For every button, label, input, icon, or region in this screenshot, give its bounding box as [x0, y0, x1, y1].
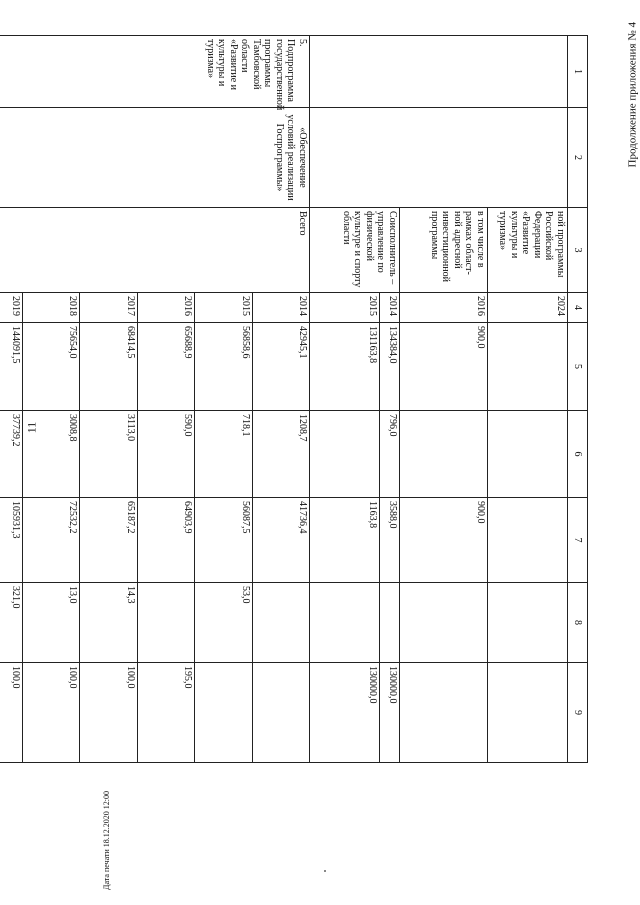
cell-value-6: [310, 411, 380, 498]
cell-value-7: 72532,2: [23, 498, 80, 583]
cell-investment-label: в том числе в рамках област-ной адресной инвестиционной программы: [400, 208, 488, 293]
cell-value-5: 42945,1: [252, 323, 309, 411]
cell-year: 2016: [137, 293, 194, 323]
cell-value-7: 41736,4: [252, 498, 309, 583]
cell-value-7: 105931,3: [0, 498, 23, 583]
cell-value-9: 100,0: [80, 663, 137, 763]
cell-subprogram-name: 5. Подпрограмма государственной программы Тамбовской области «Развитие и культуры и туризма»: [0, 36, 310, 108]
cell-value-9: 100,0: [23, 663, 80, 763]
cell-year: 2014: [380, 293, 400, 323]
cell-year: 2015: [195, 293, 252, 323]
cell-value-5: 144091,5: [0, 323, 23, 411]
scan-speck: [324, 870, 326, 872]
cell-year: 2019: [0, 293, 23, 323]
cell-value-9: 130000,0: [380, 663, 400, 763]
cell-value-7: 3588,0: [380, 498, 400, 583]
column-header-2: 2: [568, 108, 588, 208]
cell-value-8: [310, 583, 380, 663]
column-header-4: 4: [568, 293, 588, 323]
cell-coexecutor-label: Соисполнитель – управление по физической культуре и спорту области: [310, 208, 400, 293]
cell-empty: [400, 411, 488, 498]
cell-value-6: 3008,8: [23, 411, 80, 498]
column-header-1: 1: [568, 36, 588, 108]
cell-value-7: 65187,2: [80, 498, 137, 583]
cell-program-name: ной программы Российской Федерации «Развитие культуры и туризма»: [488, 208, 568, 293]
cell-value-6: 796,0: [380, 411, 400, 498]
column-header-7: 7: [568, 498, 588, 583]
cell-empty: [400, 663, 488, 763]
cell-activity-name: «Обеспечение условий реализации Госпрограммы»: [0, 108, 310, 208]
program-funding-table: [0, 35, 588, 763]
cell-total-label: Всего: [0, 208, 310, 293]
column-header-6: 6: [568, 411, 588, 498]
cell-year: 2017: [80, 293, 137, 323]
cell-empty: [400, 583, 488, 663]
cell-empty: [488, 583, 568, 663]
cell-value-7: 56087,5: [195, 498, 252, 583]
column-header-9: 9: [568, 663, 588, 763]
column-header-5: 5: [568, 323, 588, 411]
cell-col1-empty: [310, 36, 568, 108]
page-number: 11: [24, 421, 39, 434]
cell-empty: [488, 663, 568, 763]
cell-value-5: 131163,8: [310, 323, 380, 411]
cell-value-8: 13,0: [23, 583, 80, 663]
column-header-8: 8: [568, 583, 588, 663]
cell-value-8: 14,3: [80, 583, 137, 663]
cell-year: 2015: [310, 293, 380, 323]
cell-value-5: 134384,0: [380, 323, 400, 411]
cell-value-8: [380, 583, 400, 663]
cell-value-7: 1163,8: [310, 498, 380, 583]
cell-year: 2018: [23, 293, 80, 323]
appendix-continuation-text: Продолжение приложения № 4: [626, 22, 638, 168]
cell-value-8: 53,0: [195, 583, 252, 663]
cell-value-9: 130000,0: [310, 663, 380, 763]
cell-value-7: 64903,9: [137, 498, 194, 583]
cell-value-5: 900,0: [400, 323, 488, 411]
cell-empty: [488, 498, 568, 583]
cell-value-6: 37739,2: [0, 411, 23, 498]
cell-value-6: 718,1: [195, 411, 252, 498]
print-date: Дата печати 18.12.2020 12:00: [102, 791, 111, 890]
cell-empty: [488, 323, 568, 411]
cell-value-5: 75654,0: [23, 323, 80, 411]
cell-value-6: 1208,7: [252, 411, 309, 498]
cell-col2-empty: [310, 108, 568, 208]
cell-value-5: 65688,9: [137, 323, 194, 411]
cell-value-9: [252, 663, 309, 763]
column-number-row: [568, 36, 588, 763]
rotated-table-wrapper: [0, 35, 588, 715]
column-header-3: 3: [568, 208, 588, 293]
cell-value-6: 3113,0: [80, 411, 137, 498]
cell-value-9: 195,0: [137, 663, 194, 763]
cell-value-6: 590,0: [137, 411, 194, 498]
cell-empty: [488, 411, 568, 498]
cell-value-8: [252, 583, 309, 663]
cell-value-8: 321,0: [0, 583, 23, 663]
cell-value-9: 100,0: [0, 663, 23, 763]
table-row-total-2014: [252, 36, 309, 763]
cell-value-5: 68414,5: [80, 323, 137, 411]
table-row-federal: [488, 36, 568, 763]
cell-year: 2016: [400, 293, 488, 323]
cell-value-5: 56858,6: [195, 323, 252, 411]
cell-year: 2014: [252, 293, 309, 323]
cell-value-9: [195, 663, 252, 763]
cell-value-8: [137, 583, 194, 663]
cell-year: 2024: [488, 293, 568, 323]
cell-value-7: 900,0: [400, 498, 488, 583]
